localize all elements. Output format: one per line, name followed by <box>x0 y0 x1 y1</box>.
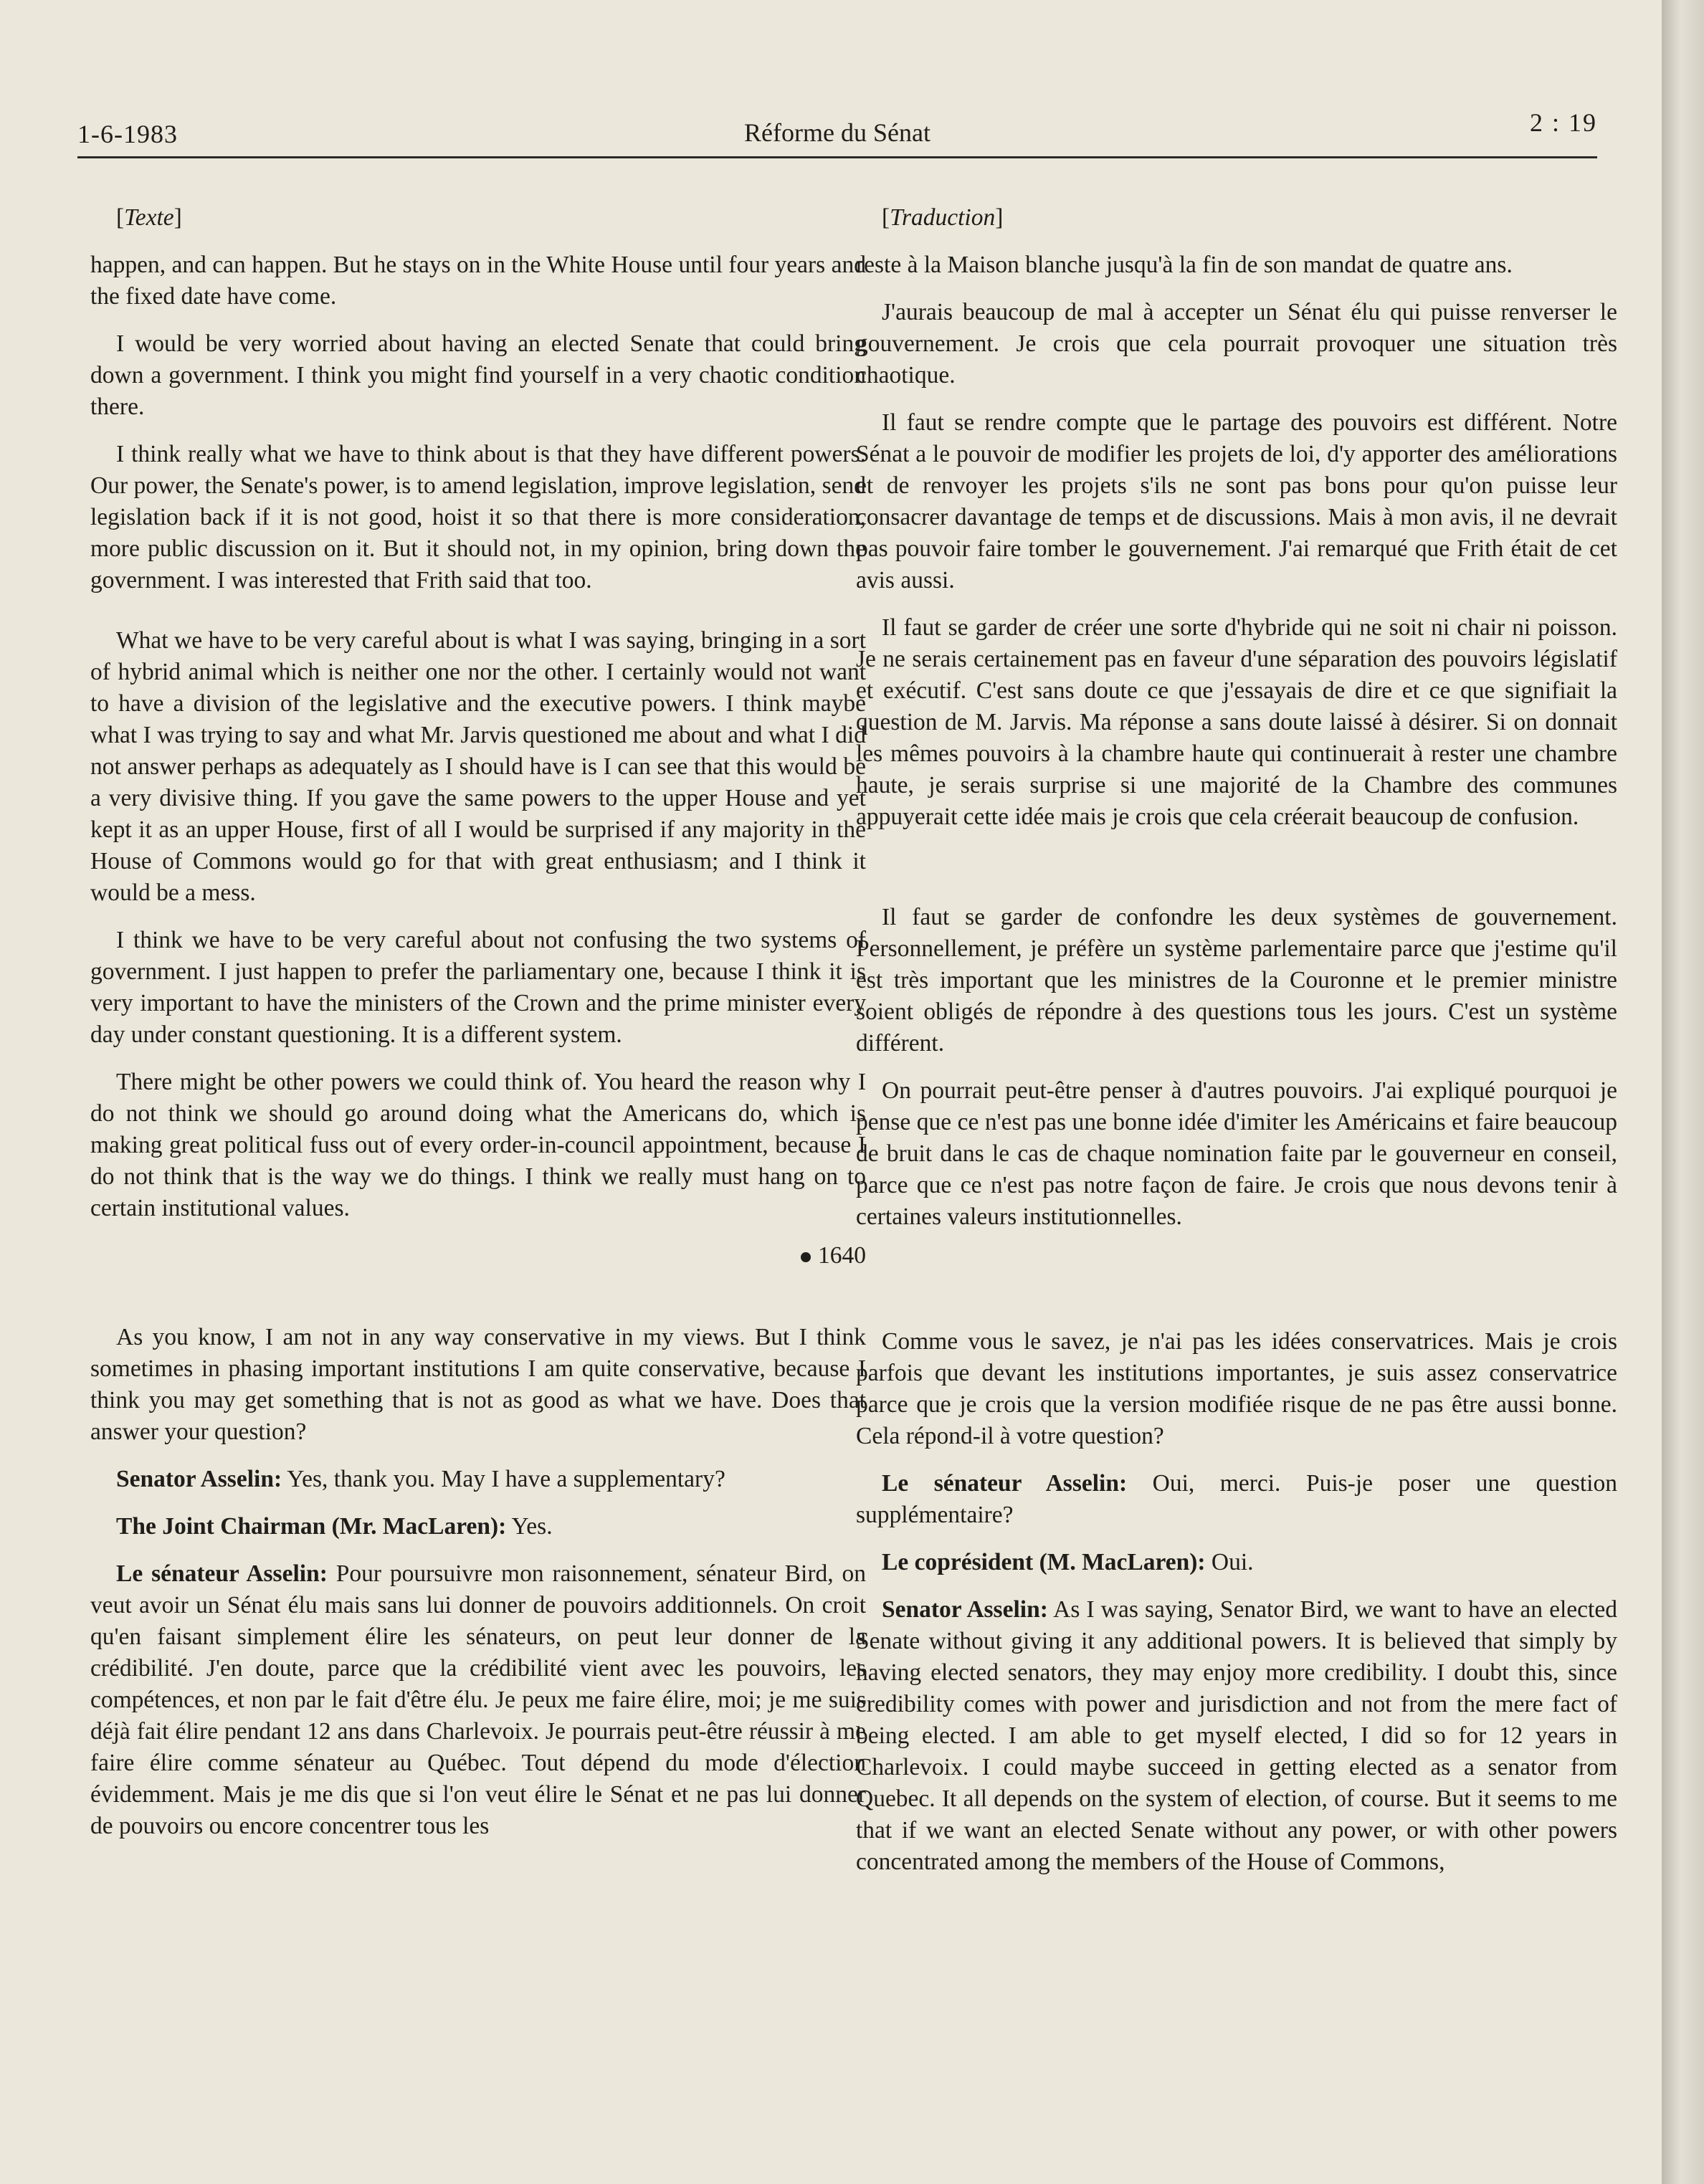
paragraph: I think really what we have to think about is that they have different powers. Our power, the Senate's power, is to amend legislation, improve legislation, send legislation back if it is not good, hoist it so that there is more consideration, more public discussion on it. But it should not, in my opinion, bring down the government. I was interested that Frith said that too. <box>90 441 866 593</box>
paragraph: On pourrait peut-être penser à d'autres pouvoirs. J'ai expliqué pourquoi je pense que ce n'est pas une bonne idée d'imiter les Américains et faire beaucoup de bruit dans le cas de chaque nomination faite par le gouverneur en conseil, parce que ce n'est pas notre façon de faire. Je crois que nous devons tenir à certaines valeurs institutionnelles. <box>856 1077 1617 1230</box>
speech-turn: Senator Asselin: As I was saying, Senator Bird, we want to have an elected Senate without giving it any additional powers. It is believed that simply by having elected senators, they may enjoy more credibility. I doubt this, since credibility comes with power and jurisdiction and not from the mere fact of being elected. I am able to get myself elected, I did so for 12 years in Charlevoix. I could maybe succeed in getting elected as a senator from Quebec. It all depends on the system of election, of course. But it seems to me that if we want an elected Senate without any power, or with other powers concentrated among the members of the House of Commons, <box>856 1596 1617 1875</box>
paragraph: Il faut se garder de créer une sorte d'hybride qui ne soit ni chair ni poisson. Je ne serais certainement pas en faveur d'une séparation des pouvoirs législatif et exécutif. C'est sans doute ce que j'essayais de dire et ce que signifiait la question de M. Jarvis. Ma réponse a sans doute laissé à désirer. Si on donnait les mêmes pouvoirs à la chambre haute qui continuerait à rester une chambre haute, je serais surprise si une majorité de la Chambre des communes appuyerait cette idée mais je crois que cela créerait beaucoup de confusion. <box>856 614 1617 830</box>
paragraph: reste à la Maison blanche jusqu'à la fin de son mandat de quatre ans. <box>856 252 1513 278</box>
paragraph: Il faut se garder de confondre les deux systèmes de gouvernement. Personnellement, je préfère un système parlementaire parce que j'estime qu'il est très important que les ministres de la Couronne et le premier ministre soient obligés de répondre à des questions tous les jours. C'est un système différent. <box>856 904 1617 1057</box>
paragraph: happen, and can happen. But he stays on in the White House until four years and the fixed date have come. <box>90 252 866 310</box>
speech-turn: The Joint Chairman (Mr. MacLaren): Yes. <box>116 1513 553 1540</box>
paragraph: What we have to be very careful about is what I was saying, bringing in a sort of hybrid animal which is neither one nor the other. I certainly would not want to have a division of the legislative and the executive powers. I think maybe what I was trying to say and what Mr. Jarvis questioned me about and what I did not answer perhaps as adequately as I should have is I can see that this would be a very divisive thing. If you gave the same powers to the upper House and yet kept it as an upper House, first of all I would be surprised if any majority in the House of Commons would go for that with great enthusiasm; and I think it would be a mess. <box>90 627 866 906</box>
speaker-name: Senator Asselin: <box>882 1596 1048 1623</box>
paragraph: Il faut se rendre compte que le partage des pouvoirs est différent. Notre Sénat a le pouvoir de modifier les projets de loi, d'y apporter des améliorations et de renvoyer les projets s'ils ne sont pas bons pour qu'on puisse leur consacrer davantage de temps et de discussions. Mais à mon avis, il ne devrait pas pouvoir faire tomber le gouvernement. J'ai remarqué que Frith était de cet avis aussi. <box>856 409 1617 593</box>
paragraph: There might be other powers we could think of. You heard the reason why I do not think we should go around doing what the Americans do, which is making great political fuss out of every order-in-council appointment, because I do not think that is the way we do things. I think we really must hang on to certain institutional values. <box>90 1069 866 1221</box>
time-marker: 1640 <box>90 1240 866 1272</box>
paragraph: I think we have to be very careful about not confusing the two systems of government. I just happen to prefer the parliamentary one, because I think it is very important to have the ministers of the Crown and the prime minister every day under constant questioning. It is a different system. <box>90 927 866 1048</box>
bullet-icon <box>801 1252 811 1262</box>
paragraph: Comme vous le savez, je n'ai pas les idées conservatrices. Mais je crois parfois que devant les institutions importantes, je suis assez conservatrice parce que je crois que la version modifiée risque de ne pas être aussi bonne. Cela répond-il à votre question? <box>856 1328 1617 1449</box>
header-date: 1-6-1983 <box>77 120 178 148</box>
french-column <box>856 202 1617 1894</box>
column-label: [Texte] <box>116 204 182 231</box>
speaker-name: Le sénateur Asselin: <box>882 1470 1128 1497</box>
paragraph: I would be very worried about having an elected Senate that could bring down a government. I think you might find yourself in a very chaotic condition there. <box>90 330 866 420</box>
english-column <box>90 202 866 1858</box>
speaker-name: Senator Asselin: <box>116 1466 282 1492</box>
header-title: Réforme du Sénat <box>744 118 930 147</box>
speech-turn: Le sénateur Asselin: Oui, merci. Puis-je poser une question supplémentaire? <box>856 1470 1617 1528</box>
speaker-name: Le coprésident (M. MacLaren): <box>882 1549 1206 1575</box>
header-page-number: 2 : 19 <box>1529 108 1597 137</box>
paragraph: J'aurais beaucoup de mal à accepter un Sénat élu qui puisse renverser le gouvernement. Je crois que cela pourrait provoquer une situation très chaotique. <box>856 299 1617 388</box>
paragraph: As you know, I am not in any way conservative in my views. But I think sometimes in phasing important institutions I am quite conservative, because I think you may get something that is not as good as what we have. Does that answer your question? <box>90 1324 866 1445</box>
speech-turn: Senator Asselin: Yes, thank you. May I have a supplementary? <box>116 1466 725 1492</box>
page-header <box>77 109 1597 158</box>
speech-turn: Le sénateur Asselin: Pour poursuivre mon raisonnement, sénateur Bird, on veut avoir un Sénat élu mais sans lui donner de pouvoirs additionnels. On croit qu'en faisant simplement élire les sénateurs, on peut leur donner de la crédibilité. J'en doute, parce que la crédibilité vient avec les pouvoirs, les compétences, et non par le fait d'être élu. Je peux me faire élire, moi; je me suis déjà fait élire pendant 12 ans dans Charlevoix. Je pourrais peut-être réussir à me faire élire comme sénateur au Québec. Tout dépend du mode d'élection évidemment. Mais je me dis que si l'on veut élire le Sénat et ne pas lui donner de pouvoirs ou encore concentrer tous les <box>90 1560 866 1839</box>
speech-turn: Le coprésident (M. MacLaren): Oui. <box>882 1549 1254 1575</box>
column-label: [Traduction] <box>882 204 1004 231</box>
speaker-name: The Joint Chairman (Mr. MacLaren): <box>116 1513 507 1540</box>
page-binding-edge <box>1662 0 1704 2184</box>
speaker-name: Le sénateur Asselin: <box>116 1560 328 1587</box>
